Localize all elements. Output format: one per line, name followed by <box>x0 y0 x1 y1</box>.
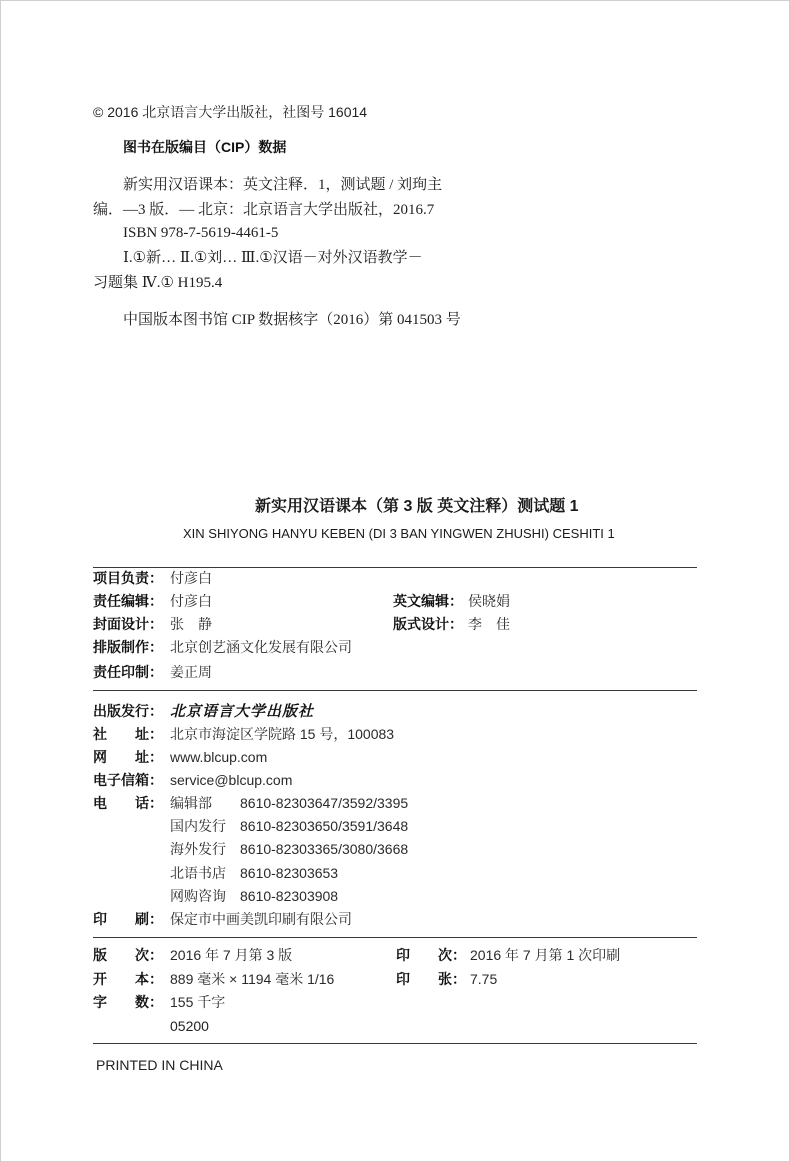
cip-entry-line: 编．—3 版．— 北京：北京语言大学出版社，2016.7 <box>93 202 435 218</box>
printed-in-china: PRINTED IN CHINA <box>96 1057 223 1073</box>
edition-label: 印 张： <box>396 971 466 987</box>
credit-row-english-editor <box>393 592 510 610</box>
price-code: 05200 <box>170 1018 209 1034</box>
publisher-label: 网 址： <box>93 749 163 765</box>
publisher-label: 电子信箱： <box>93 772 163 788</box>
credit-value: 付彦白 <box>170 593 212 609</box>
edition-label: 字 数： <box>93 994 163 1010</box>
credit-label: 排版制作： <box>93 639 163 655</box>
publisher-email: service@blcup.com <box>170 772 293 788</box>
divider <box>93 1043 697 1044</box>
publisher-label: 印 刷： <box>93 911 163 927</box>
credit-label: 责任编辑： <box>93 593 163 609</box>
phone-department: 编辑部 <box>170 795 212 811</box>
phone-number: 8610-82303908 <box>240 888 339 904</box>
phone-row <box>170 817 408 835</box>
credit-value: 北京创艺涵文化发展有限公司 <box>170 639 352 655</box>
phone-number: 8610-82303647/3592/3395 <box>240 795 409 811</box>
credit-label: 责任印制： <box>93 664 163 680</box>
divider <box>93 567 697 568</box>
phone-department: 国内发行 <box>170 818 226 834</box>
phone-department: 北语书店 <box>170 865 226 881</box>
book-title: 新实用汉语课本（第 3 版 英文注释）测试题 1 <box>255 498 579 515</box>
phone-number: 8610-82303365/3080/3668 <box>240 841 409 857</box>
divider <box>93 937 697 938</box>
edition-value: 2016 年 7 月第 3 版 <box>170 947 293 963</box>
credit-value: 张 静 <box>170 616 212 632</box>
publisher-row-distribution <box>93 702 314 721</box>
phone-row <box>170 840 408 858</box>
cip-entry-line: 新实用汉语课本：英文注释．1，测试题 / 刘珣主 <box>123 177 443 193</box>
credit-row-project-lead <box>93 569 212 587</box>
credit-row-cover-design <box>93 615 212 633</box>
credit-row-print-supervisor <box>93 663 212 681</box>
publisher-website: www.blcup.com <box>170 749 268 765</box>
credit-value: 姜正周 <box>170 664 212 680</box>
book-title-pinyin: XIN SHIYONG HANYU KEBEN (DI 3 BAN YINGWEN ZHUSHI) CESHITI 1 <box>183 526 615 541</box>
credit-label: 项目负责： <box>93 570 163 586</box>
publisher-row-email <box>93 771 292 789</box>
phone-department: 海外发行 <box>170 841 226 857</box>
edition-value: 7.75 <box>470 971 498 987</box>
credit-value: 侯晓娟 <box>468 593 510 609</box>
credit-row-typesetting <box>93 638 352 656</box>
credit-row-editor <box>93 592 212 610</box>
cip-subject-line: 习题集 Ⅳ.① H195.4 <box>93 275 223 291</box>
credit-label: 封面设计： <box>93 616 163 632</box>
credit-label: 版式设计： <box>393 616 463 632</box>
publisher-row-address <box>93 725 394 743</box>
edition-label: 开 本： <box>93 971 163 987</box>
edition-row-format <box>93 970 334 988</box>
publisher-row-website <box>93 748 267 766</box>
publisher-row-printer <box>93 910 352 928</box>
phone-row <box>170 864 338 882</box>
edition-label: 印 次： <box>396 947 466 963</box>
edition-row-word-count <box>93 993 225 1011</box>
phone-row <box>170 887 338 905</box>
credit-value: 付彦白 <box>170 570 212 586</box>
credit-label: 英文编辑： <box>393 593 463 609</box>
publisher-label: 电 话： <box>93 795 163 811</box>
copyright-line: © 2016 北京语言大学出版社，社图号 16014 <box>93 104 368 120</box>
divider <box>93 690 697 691</box>
publisher-address: 北京市海淀区学院路 15 号，100083 <box>170 726 395 742</box>
edition-value: 2016 年 7 月第 1 次印刷 <box>470 947 621 963</box>
credit-value: 李 佳 <box>468 616 510 632</box>
phone-number: 8610-82303653 <box>240 865 339 881</box>
edition-value: 155 千字 <box>170 994 226 1010</box>
publisher-label: 社 址： <box>93 726 163 742</box>
cip-record-number: 中国版本图书馆 CIP 数据核字（2016）第 041503 号 <box>123 312 461 328</box>
printer-name: 保定市中画美凯印刷有限公司 <box>170 911 352 927</box>
publisher-row-phone <box>93 794 408 812</box>
edition-row-edition <box>93 946 292 964</box>
cip-subject-line: Ⅰ.①新… Ⅱ.①刘… Ⅲ.①汉语－对外汉语教学－ <box>123 250 423 266</box>
phone-number: 8610-82303650/3591/3648 <box>240 818 409 834</box>
edition-row-sheets <box>396 970 497 988</box>
edition-label: 版 次： <box>93 947 163 963</box>
credit-row-layout-design <box>393 615 510 633</box>
publisher-logo: 北京语言大学出版社 <box>170 704 315 720</box>
cip-isbn: ISBN 978-7-5619-4461-5 <box>123 225 279 241</box>
edition-row-impression <box>396 946 620 964</box>
edition-value: 889 毫米 × 1194 毫米 1/16 <box>170 971 335 987</box>
publisher-label: 出版发行： <box>93 703 163 719</box>
cip-heading: 图书在版编目（CIP）数据 <box>123 139 287 155</box>
phone-department: 网购咨询 <box>170 888 226 904</box>
